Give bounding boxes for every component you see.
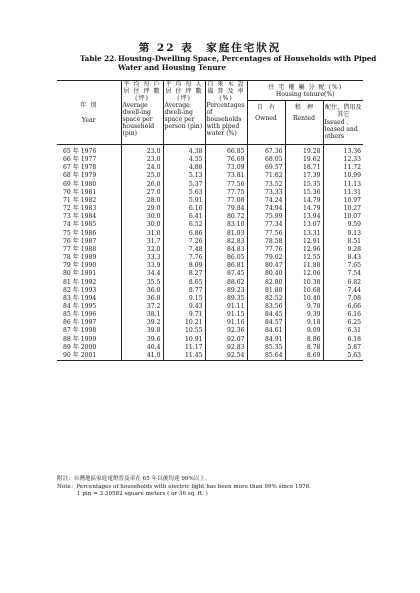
cell-water: 83.10 [205, 221, 247, 229]
cell-others: 6.18 [323, 336, 363, 344]
cell-others: 11.31 [323, 189, 363, 197]
table-title-chinese: 第 22 表 家庭住宅狀況 [138, 42, 282, 54]
cell-water: 77.08 [205, 197, 247, 205]
cell-year: 84 年 1995 [63, 302, 97, 310]
cell-space-person: 5.37 [163, 181, 205, 189]
cell-space-person: 5.13 [163, 172, 205, 180]
cell-others: 10.99 [323, 172, 363, 180]
cell-space-hh: 41.0 [121, 352, 163, 361]
table-row [57, 254, 363, 262]
note-english: Note：Percentages of households with electric light has been more than 99% since 1976. [57, 483, 312, 490]
cell-water: 92.54 [205, 352, 247, 361]
table-row [57, 145, 363, 157]
cell-year: 72 年 1983 [63, 205, 97, 213]
cell-owned: 85.35 [247, 344, 285, 352]
cell-space-hh: 24.0 [121, 164, 163, 172]
cell-space-person: 7.26 [163, 238, 205, 246]
rented-header-en: Rented [292, 115, 316, 122]
cell-owned: 74.24 [247, 197, 285, 205]
cell-others: 5.63 [323, 352, 363, 361]
cell-year: 85 年 1996 [63, 311, 97, 319]
table-row [57, 238, 363, 246]
cell-owned: 84.45 [247, 311, 285, 319]
piped-water-header [205, 81, 247, 145]
housing-tenure-header-en: Housing tenure(%) [275, 91, 335, 98]
cell-year: 68 年 1979 [63, 172, 97, 180]
cell-others: 7.65 [323, 262, 363, 270]
cell-others: 10.27 [323, 205, 363, 213]
cell-others: 9.59 [323, 221, 363, 229]
table-row [57, 327, 363, 335]
table-row [57, 205, 363, 213]
others-header-en: Issued 、leased and others [324, 119, 358, 140]
cell-owned: 82.80 [247, 279, 285, 287]
cell-year: 77 年 1988 [63, 245, 97, 253]
table-row [57, 344, 363, 352]
owned-header-zh: 自 有 [256, 104, 276, 111]
cell-owned: 80.47 [247, 262, 285, 270]
cell-year: 76 年 1987 [63, 237, 97, 245]
cell-owned: 71.62 [247, 172, 285, 180]
table-row [57, 230, 363, 238]
cell-rented: 11.88 [285, 262, 323, 270]
cell-rented: 19.28 [285, 145, 323, 157]
cell-others: 13.36 [323, 145, 363, 157]
cell-space-hh: 30.0 [121, 221, 163, 229]
cell-owned: 73.33 [247, 189, 285, 197]
cell-space-hh: 39.8 [121, 327, 163, 335]
cell-year: 79 年 1990 [63, 262, 97, 270]
cell-water: 77.75 [205, 189, 247, 197]
cell-year: 74 年 1985 [63, 221, 97, 229]
cell-owned: 80.40 [247, 270, 285, 278]
cell-water: 86.81 [205, 262, 247, 270]
cell-water: 80.72 [205, 213, 247, 221]
cell-owned: 79.02 [247, 254, 285, 262]
cell-space-person: 8.27 [163, 270, 205, 278]
cell-owned: 81.88 [247, 287, 285, 295]
cell-space-hh: 33.3 [121, 254, 163, 262]
cell-water: 73.81 [205, 172, 247, 180]
cell-space-person: 7.48 [163, 246, 205, 254]
cell-space-hh: 36.8 [121, 295, 163, 303]
cell-water: 86.05 [205, 254, 247, 262]
cell-owned: 84.57 [247, 319, 285, 327]
cell-owned: 84.91 [247, 336, 285, 344]
cell-water: 79.84 [205, 205, 247, 213]
cell-others: 10.07 [323, 213, 363, 221]
cell-space-hh: 23.0 [121, 145, 163, 157]
cell-rented: 9.18 [285, 319, 323, 327]
cell-others: 11.72 [323, 164, 363, 172]
cell-year: 70 年 1981 [63, 188, 97, 196]
cell-year: 71 年 1982 [63, 196, 97, 204]
cell-rented: 9.09 [285, 327, 323, 335]
cell-rented: 9.78 [285, 303, 323, 311]
cell-space-person: 6.52 [163, 221, 205, 229]
cell-water: 81.93 [205, 230, 247, 238]
cell-space-person: 6.41 [163, 213, 205, 221]
rented-header-zh: 租 押 [294, 104, 314, 111]
cell-space-person: 4.88 [163, 164, 205, 172]
cell-rented: 13.94 [285, 213, 323, 221]
cell-owned: 67.36 [247, 145, 285, 157]
table-title-text: Housing-Dwelling Space, Percentages of Households with Piped Water and Housing Tenure [118, 54, 377, 72]
cell-owned: 73.52 [247, 181, 285, 189]
space-household-header [121, 81, 163, 145]
cell-year: 69 年 1980 [63, 180, 97, 188]
cell-space-hh: 39.6 [121, 336, 163, 344]
cell-others: 6.25 [323, 319, 363, 327]
table-row [57, 295, 363, 303]
cell-water: 91.16 [205, 319, 247, 327]
cell-water: 66.85 [205, 145, 247, 157]
cell-space-hh: 26.0 [121, 181, 163, 189]
note-unit: 1 pin = 3.30582 square meters ( or 36 sq. ft. ) [77, 491, 208, 498]
housing-tenure-header [247, 81, 363, 101]
cell-others: 6.16 [323, 311, 363, 319]
cell-others: 7.08 [323, 295, 363, 303]
cell-rented: 8.86 [285, 336, 323, 344]
space-household-header-zh: 平 均 每 戶 居 住 坪 數 (坪) [123, 81, 161, 102]
cell-space-person: 8.09 [163, 262, 205, 270]
cell-space-hh: 34.4 [121, 270, 163, 278]
cell-others: 6.66 [323, 303, 363, 311]
cell-space-person: 11.17 [163, 344, 205, 352]
housing-tenure-header-zh: 住 宅 權 屬 分 配 (%) [268, 84, 343, 91]
cell-rented: 19.62 [285, 156, 323, 164]
year-header-en: Year [81, 116, 96, 124]
cell-rented: 10.40 [285, 295, 323, 303]
table-row [57, 197, 363, 205]
cell-space-person: 10.91 [163, 336, 205, 344]
cell-space-hh: 28.0 [121, 197, 163, 205]
piped-water-header-zh: 自 來 水 設 備 普 及 率 (%) [207, 81, 245, 102]
cell-water: 92.36 [205, 327, 247, 335]
cell-rented: 14.79 [285, 197, 323, 205]
table-row [57, 287, 363, 295]
cell-rented: 13.07 [285, 221, 323, 229]
cell-others: 9.13 [323, 230, 363, 238]
cell-rented: 10.38 [285, 279, 323, 287]
cell-year: 86 年 1997 [63, 319, 97, 327]
cell-space-person: 4.38 [163, 145, 205, 157]
cell-space-hh: 32.0 [121, 246, 163, 254]
space-person-header-en: Average dwell-ing space per person (pin) [164, 102, 203, 130]
cell-year: 90 年 2001 [57, 352, 121, 361]
cell-water: 89.23 [205, 287, 247, 295]
cell-others: 12.33 [323, 156, 363, 164]
cell-space-person: 8.77 [163, 287, 205, 295]
cell-space-person: 9.43 [163, 303, 205, 311]
table-number: Table 22. [80, 54, 117, 63]
cell-water: 76.69 [205, 156, 247, 164]
cell-space-hh: 25.0 [121, 172, 163, 180]
cell-space-hh: 29.0 [121, 205, 163, 213]
cell-year: 87 年 1998 [63, 327, 97, 335]
cell-water: 91.11 [205, 303, 247, 311]
cell-others: 9.28 [323, 246, 363, 254]
cell-rented: 12.91 [285, 238, 323, 246]
cell-space-person: 5.91 [163, 197, 205, 205]
cell-year: 88 年 1999 [63, 335, 97, 343]
cell-year: 65 年 1976 [63, 148, 97, 155]
cell-owned: 68.05 [247, 156, 285, 164]
cell-owned: 77.76 [247, 246, 285, 254]
cell-water: 87.45 [205, 270, 247, 278]
space-household-header-en: Average dwell-ing space per household (pin) [122, 102, 155, 137]
cell-space-hh: 33.9 [121, 262, 163, 270]
cell-owned: 69.57 [247, 164, 285, 172]
cell-space-person: 4.55 [163, 156, 205, 164]
cell-owned: 74.94 [247, 205, 285, 213]
cell-water: 92.07 [205, 336, 247, 344]
table-row [57, 336, 363, 344]
table-notes [57, 476, 377, 499]
cell-space-person: 6.16 [163, 205, 205, 213]
cell-space-hh: 40.4 [121, 344, 163, 352]
cell-rented: 15.36 [285, 189, 323, 197]
cell-space-person: 5.63 [163, 189, 205, 197]
cell-others: 8.51 [323, 238, 363, 246]
cell-space-hh: 38.1 [121, 311, 163, 319]
cell-others: 7.54 [323, 270, 363, 278]
note-chinese: 附註：台灣地區家庭電燈普及率在 65 年以後均達 99%以上。 [57, 476, 211, 482]
cell-water: 73.09 [205, 164, 247, 172]
cell-year: 89 年 2000 [63, 343, 97, 351]
table-row [57, 156, 363, 164]
table-body [57, 145, 363, 361]
cell-year: 82 年 1993 [63, 286, 97, 294]
cell-others: 6.82 [323, 279, 363, 287]
rented-header [285, 101, 323, 145]
cell-water: 88.62 [205, 279, 247, 287]
cell-others: 6.31 [323, 327, 363, 335]
owned-header [247, 101, 285, 145]
cell-space-hh: 30.0 [121, 213, 163, 221]
table-row [57, 352, 363, 361]
cell-others: 7.44 [323, 287, 363, 295]
cell-space-person: 10.55 [163, 327, 205, 335]
cell-year: 78 年 1989 [63, 254, 97, 262]
cell-rented: 17.39 [285, 172, 323, 180]
table-row [57, 189, 363, 197]
table-row [57, 311, 363, 319]
cell-space-person: 11.45 [163, 352, 205, 361]
cell-rented: 15.35 [285, 181, 323, 189]
cell-year: 80 年 1991 [63, 270, 97, 278]
cell-water: 92.83 [205, 344, 247, 352]
cell-owned: 83.56 [247, 303, 285, 311]
space-person-header [163, 81, 205, 145]
table-row [57, 319, 363, 327]
cell-owned: 85.64 [247, 352, 285, 361]
table-row [57, 172, 363, 180]
cell-others: 10.97 [323, 197, 363, 205]
cell-rented: 10.68 [285, 287, 323, 295]
table-row [57, 246, 363, 254]
year-header [57, 81, 121, 145]
cell-space-person: 8.65 [163, 279, 205, 287]
cell-rented: 18.71 [285, 164, 323, 172]
cell-space-person: 9.71 [163, 311, 205, 319]
cell-rented: 14.79 [285, 205, 323, 213]
table-row [57, 270, 363, 278]
space-person-header-zh: 平 均 每 人 居 住 坪 數 (坪) [165, 81, 203, 102]
table-row [57, 221, 363, 229]
cell-space-hh: 37.2 [121, 303, 163, 311]
cell-rented: 12.06 [285, 270, 323, 278]
table-row [57, 262, 363, 270]
cell-owned: 75.99 [247, 213, 285, 221]
cell-space-hh: 36.0 [121, 287, 163, 295]
cell-others: 5.87 [323, 344, 363, 352]
cell-space-person: 7.76 [163, 254, 205, 262]
cell-owned: 77.56 [247, 230, 285, 238]
cell-owned: 77.34 [247, 221, 285, 229]
table-row [57, 279, 363, 287]
cell-space-hh: 31.7 [121, 238, 163, 246]
cell-year: 66 年 1977 [63, 156, 97, 164]
cell-space-hh: 35.5 [121, 279, 163, 287]
others-header [323, 101, 363, 145]
cell-year: 81 年 1992 [63, 278, 97, 286]
cell-owned: 84.61 [247, 327, 285, 335]
cell-others: 11.13 [323, 181, 363, 189]
cell-water: 89.35 [205, 295, 247, 303]
cell-rented: 12.96 [285, 246, 323, 254]
cell-water: 77.56 [205, 181, 247, 189]
cell-year: 73 年 1984 [63, 213, 97, 221]
cell-space-hh: 39.2 [121, 319, 163, 327]
cell-space-hh: 31.0 [121, 230, 163, 238]
cell-year: 83 年 1994 [63, 294, 97, 302]
housing-data-table [57, 80, 363, 361]
cell-year: 75 年 1986 [63, 229, 97, 237]
owned-header-en: Owned [255, 115, 277, 122]
table-row [57, 213, 363, 221]
cell-water: 84.83 [205, 246, 247, 254]
cell-space-hh: 23.0 [121, 156, 163, 164]
others-header-zh: 配住、借用及其它 [324, 104, 362, 118]
year-header-zh: 年 別 [80, 101, 98, 109]
cell-space-person: 9.15 [163, 295, 205, 303]
cell-owned: 82.52 [247, 295, 285, 303]
cell-year: 67 年 1978 [63, 164, 97, 172]
cell-rented: 12.55 [285, 254, 323, 262]
cell-owned: 78.58 [247, 238, 285, 246]
cell-space-person: 6.86 [163, 230, 205, 238]
piped-water-header-en: Percentages of households with piped water (%) [206, 102, 245, 137]
cell-water: 91.15 [205, 311, 247, 319]
table-row [57, 303, 363, 311]
cell-rented: 8.69 [285, 352, 323, 361]
cell-space-hh: 27.0 [121, 189, 163, 197]
cell-others: 8.43 [323, 254, 363, 262]
table-row [57, 164, 363, 172]
cell-rented: 13.31 [285, 230, 323, 238]
cell-water: 82.83 [205, 238, 247, 246]
table-row [57, 181, 363, 189]
cell-rented: 9.39 [285, 311, 323, 319]
cell-space-person: 10.21 [163, 319, 205, 327]
cell-rented: 8.78 [285, 344, 323, 352]
